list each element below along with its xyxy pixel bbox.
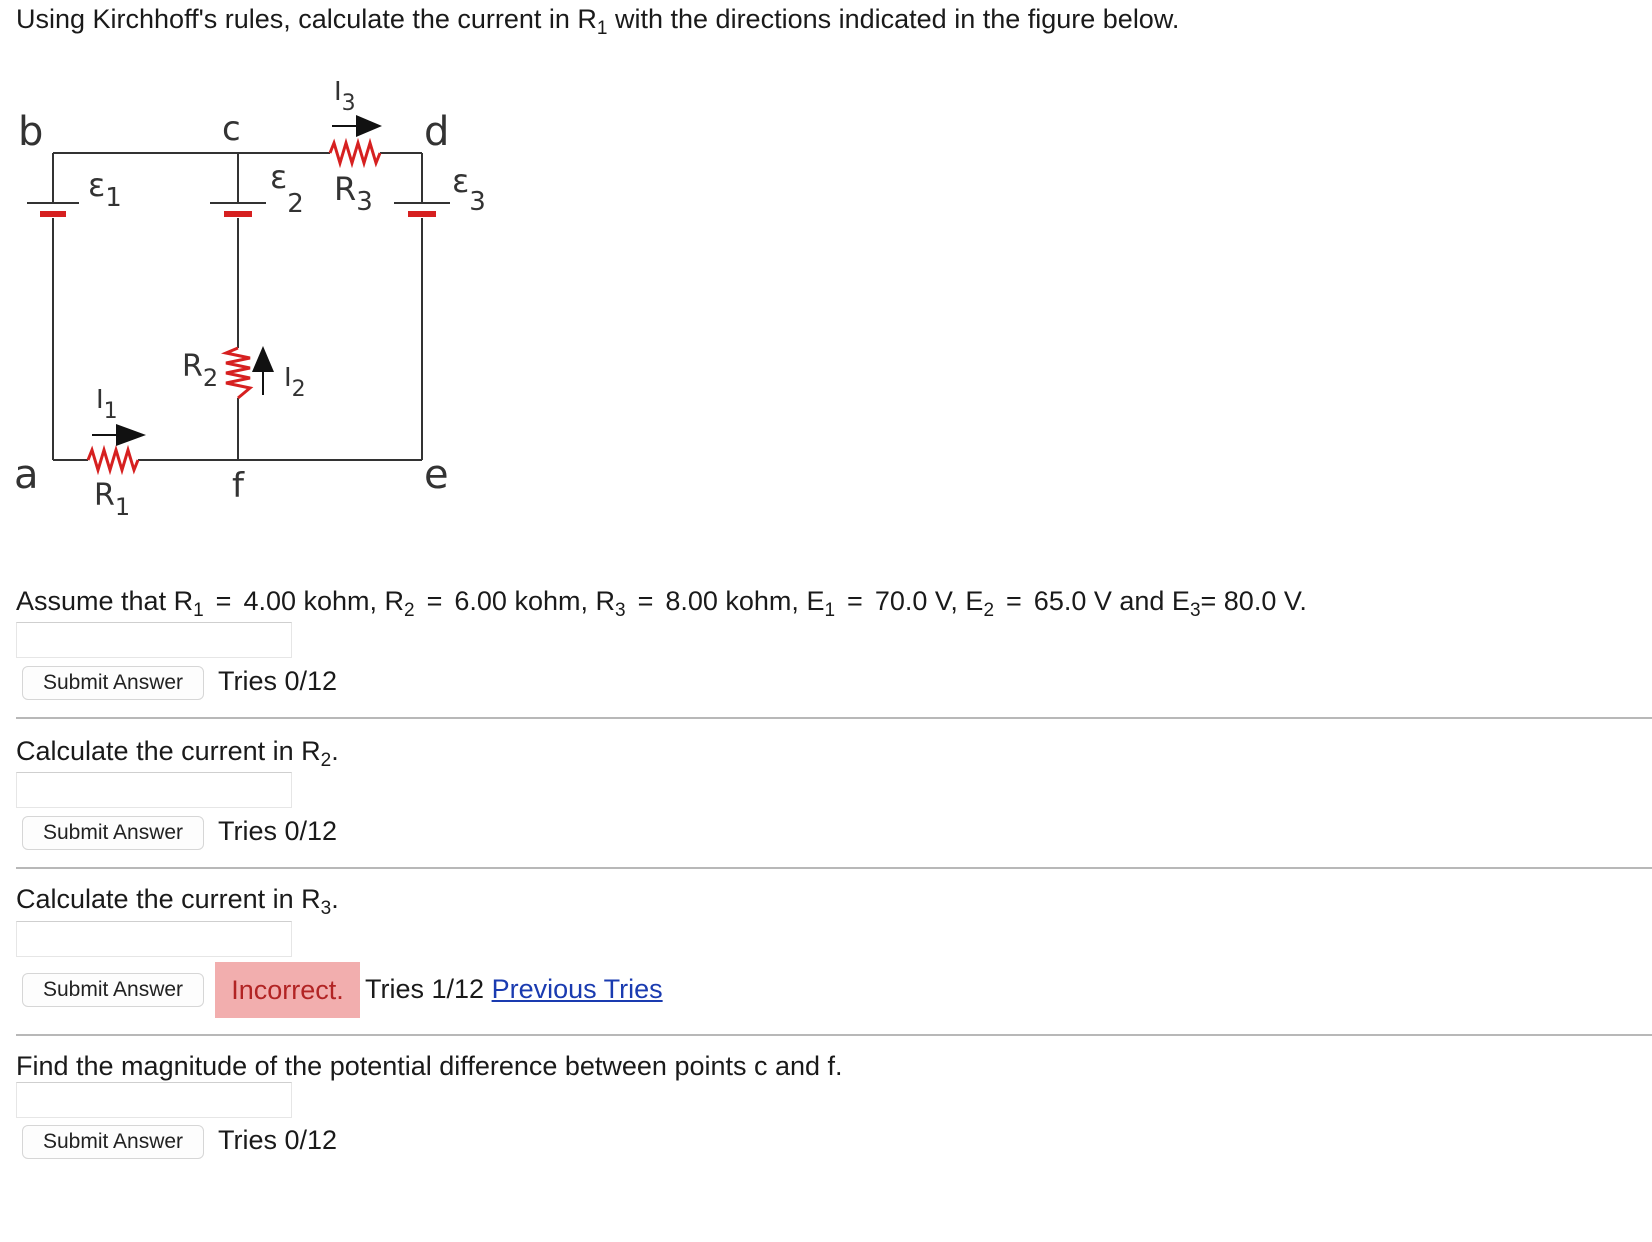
- answer-input-3[interactable]: [16, 921, 292, 957]
- answer-input-4[interactable]: [16, 1082, 292, 1118]
- tries-counter-1: Tries 0/12: [218, 666, 338, 696]
- emf-sub: 2: [287, 189, 304, 219]
- tries-counter-3: Tries 1/12 Previous Tries: [365, 974, 663, 1004]
- question-part-4: Find the magnitude of the potential difference between points c and f.: [16, 1051, 843, 1081]
- answer-input-2[interactable]: [16, 772, 292, 808]
- current-label-i1: I1: [96, 385, 118, 424]
- submit-answer-button-1[interactable]: Submit Answer: [22, 666, 204, 700]
- feedback-incorrect-badge: Incorrect.: [215, 962, 360, 1018]
- section-divider-3: [16, 1034, 1652, 1036]
- submit-answer-button-4[interactable]: Submit Answer: [22, 1125, 204, 1159]
- node-label-f: f: [232, 466, 244, 506]
- submit-answer-button-3[interactable]: Submit Answer: [22, 973, 204, 1007]
- node-label-e: e: [424, 452, 449, 498]
- tries-counter-2: Tries 0/12: [218, 816, 338, 846]
- current-label-i3: I3: [334, 77, 356, 116]
- node-label-b: b: [18, 109, 44, 155]
- battery-e2: [210, 203, 266, 217]
- current-arrow-i3: [332, 115, 382, 137]
- section-divider-2: [16, 867, 1652, 869]
- question-part-2: Calculate the current in $R_2$.: [16, 736, 339, 771]
- battery-e3: [394, 203, 450, 217]
- emf-label-e3: [452, 162, 486, 217]
- emf-sub: 1: [105, 183, 122, 213]
- emf-label-e2: [270, 158, 304, 219]
- current-arrow-i2: [252, 346, 274, 395]
- node-label-a: a: [14, 452, 39, 498]
- emf-symbol: ε: [88, 166, 106, 204]
- node-label-d: d: [424, 109, 450, 155]
- previous-tries-link[interactable]: Previous Tries: [491, 974, 663, 1004]
- emf-sub: 3: [469, 187, 486, 217]
- question-intro: Using Kirchhoff's rules, calculate the current in $R_1$ with the directions indicated in the figure below.: [16, 4, 1180, 39]
- answer-input-1[interactable]: [16, 622, 292, 658]
- resistor-label-r1: R1: [94, 478, 131, 521]
- resistor-r1: [88, 450, 138, 470]
- battery-e1: [27, 203, 79, 217]
- resistor-r2: [226, 348, 250, 398]
- emf-symbol: ε: [452, 162, 470, 200]
- section-divider-1: [16, 717, 1652, 719]
- current-label-i2: I2: [284, 363, 306, 402]
- resistor-label-r2: R2: [182, 349, 219, 392]
- circuit-diagram: [0, 70, 520, 540]
- assumptions-text: Assume that $R_1 = 4.00$ kohm, $R_2 = 6.00$ kohm, $R_3 = 8.00$ kohm, $E_1 = 70.0$ V, $E_2 = 65.0$ V and $E_3= 80.0$ V.: [16, 586, 1307, 621]
- emf-label-e1: [88, 166, 122, 213]
- node-label-c: c: [222, 109, 241, 149]
- resistor-r3: [330, 143, 380, 163]
- submit-answer-button-2[interactable]: Submit Answer: [22, 816, 204, 850]
- tries-counter-4: Tries 0/12: [218, 1125, 338, 1155]
- question-part-3: Calculate the current in $R_3$.: [16, 884, 339, 919]
- resistor-label-r3: R3: [334, 170, 373, 217]
- emf-symbol: ε: [270, 158, 288, 196]
- current-arrow-i1: [92, 424, 146, 446]
